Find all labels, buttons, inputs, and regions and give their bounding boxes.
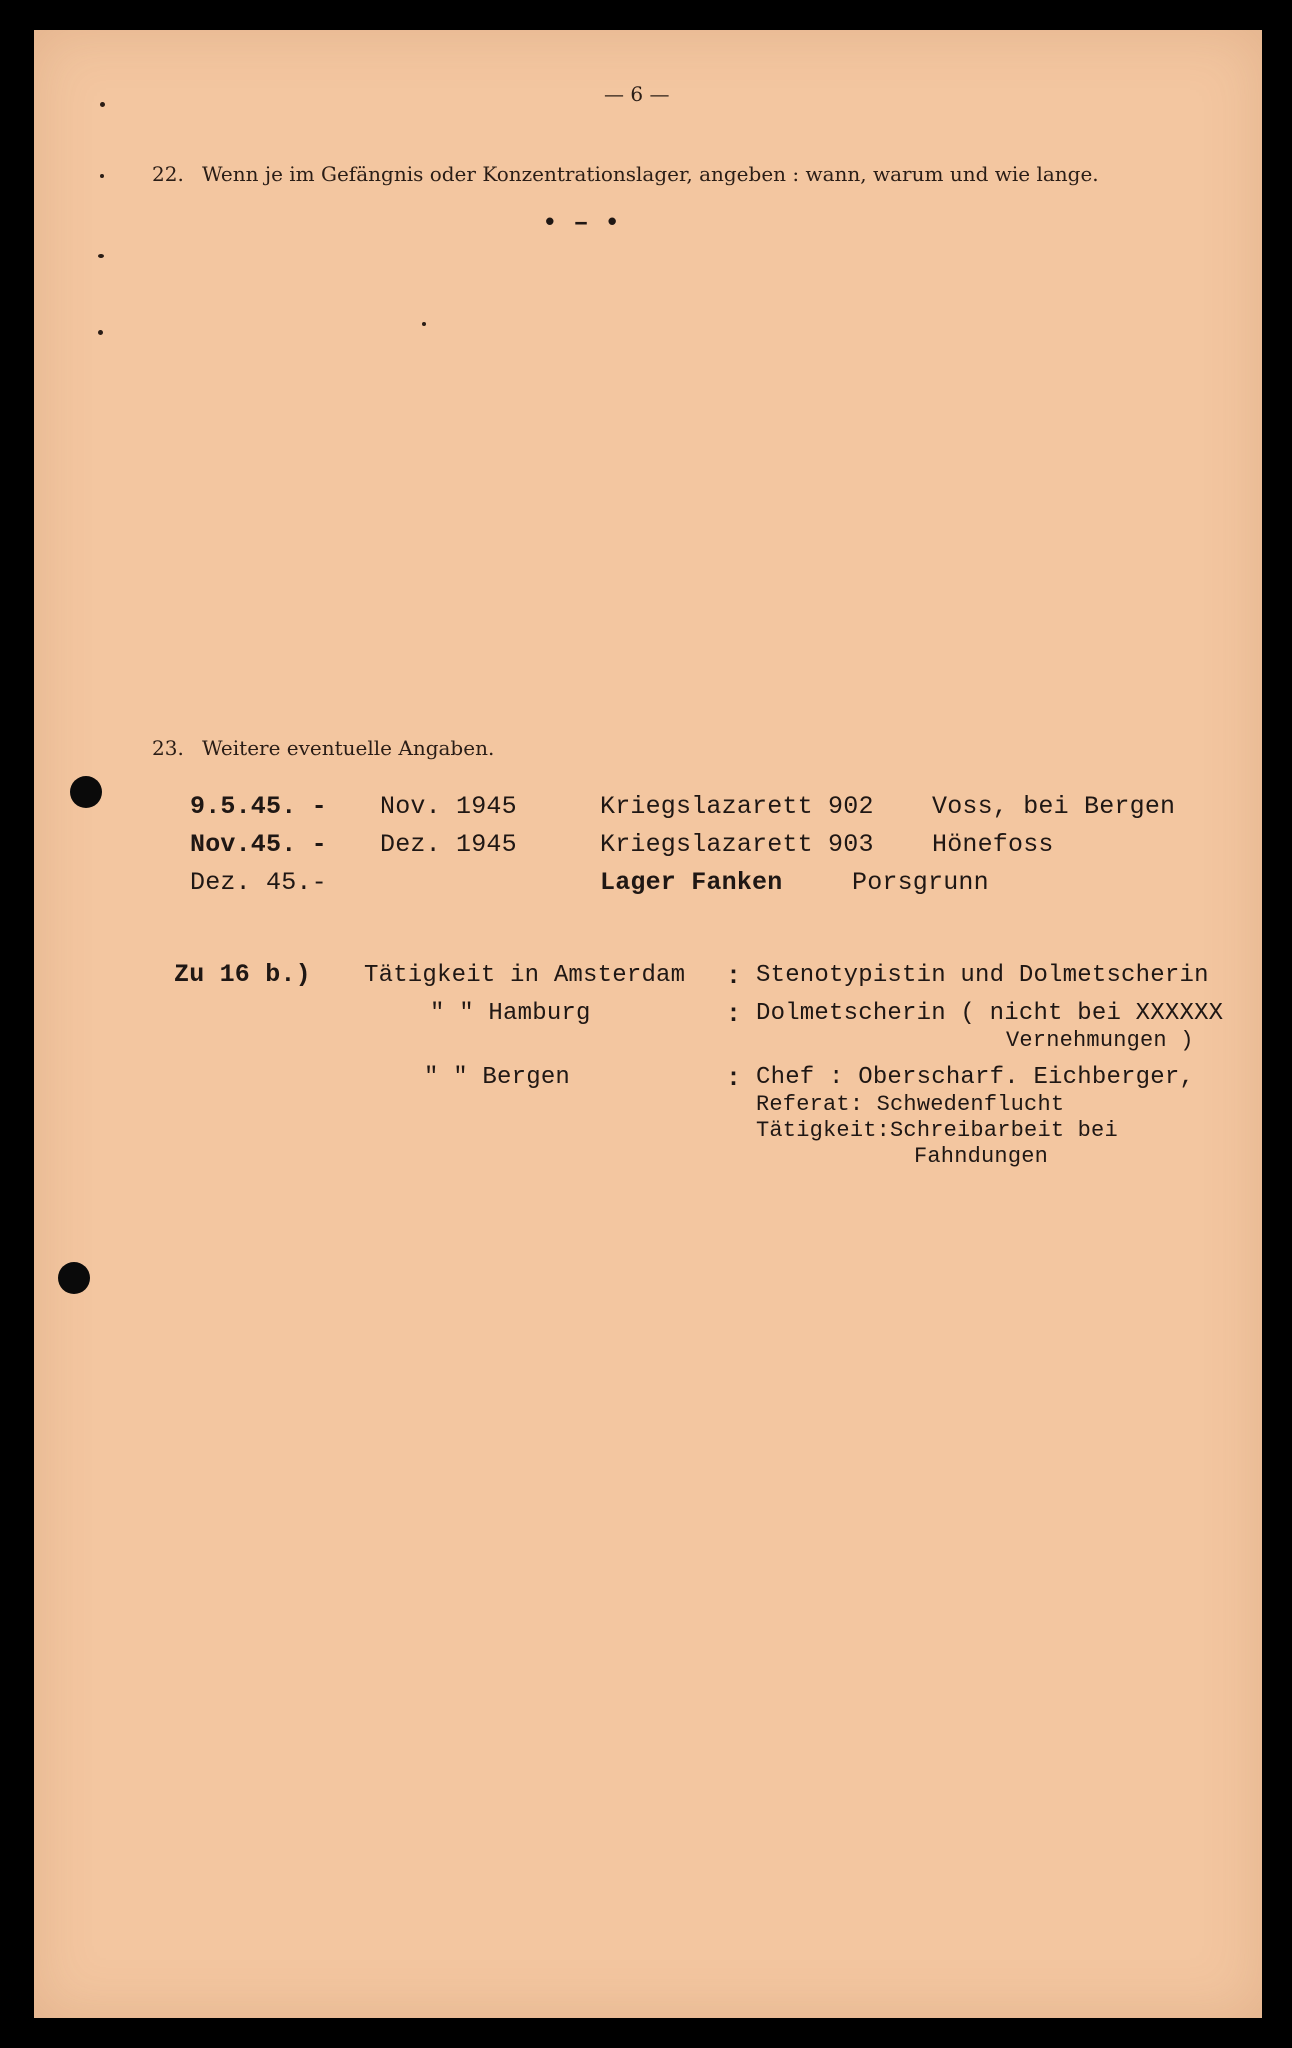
question-22-number: 22. <box>152 162 184 186</box>
entry-location: Hönefoss <box>932 830 1054 859</box>
note-reference: Zu 16 b.) <box>174 960 311 989</box>
note-separator: : <box>726 1000 742 1029</box>
punch-hole <box>70 776 102 808</box>
note-separator: : <box>726 1064 742 1093</box>
page-number: — 6 — <box>604 82 670 106</box>
note-separator: : <box>726 962 742 991</box>
note-value-line: Chef : Oberscharf. Eichberger, <box>756 1064 1195 1091</box>
entry-from: Dez. 45.- <box>190 868 327 897</box>
entry-from: Nov.45. - <box>190 830 327 859</box>
entry-from: 9.5.45. - <box>190 792 327 821</box>
note-value-line: Dolmetscherin ( nicht bei XXXXXX <box>756 1000 1224 1027</box>
entry-location: Porsgrunn <box>852 868 989 897</box>
note-value-line: Vernehmungen ) <box>1006 1028 1194 1053</box>
question-23-text: Weitere eventuelle Angaben. <box>202 736 495 760</box>
entry-to: Dez. 1945 <box>380 830 517 859</box>
entry-place: Lager Fanken <box>600 868 783 897</box>
note-label: Tätigkeit in Amsterdam <box>364 962 686 989</box>
margin-speck <box>98 254 104 258</box>
margin-speck <box>98 330 103 335</box>
punch-hole <box>58 1262 90 1294</box>
question-22-text: Wenn je im Gefängnis oder Konzentrationslager, angeben : wann, warum und wie lange. <box>202 162 1099 186</box>
note-label: " " Hamburg <box>430 1000 591 1027</box>
note-value-line: Stenotypistin und Dolmetscherin <box>756 962 1209 989</box>
entry-location: Voss, bei Bergen <box>932 792 1176 821</box>
entry-place: Kriegslazarett 902 <box>600 792 874 821</box>
note-value-line: Referat: Schwedenflucht <box>756 1092 1065 1117</box>
entry-place: Kriegslazarett 903 <box>600 830 874 859</box>
document-page <box>34 30 1262 2018</box>
note-value-line: Fahndungen <box>914 1144 1049 1169</box>
entry-to: Nov. 1945 <box>380 792 517 821</box>
question-22-answer: • – • <box>542 208 621 238</box>
margin-speck <box>100 102 105 107</box>
note-value-line: Tätigkeit:Schreibarbeit bei <box>756 1118 1118 1143</box>
margin-speck <box>100 174 104 178</box>
note-label: " " Bergen <box>424 1064 571 1091</box>
question-23-number: 23. <box>152 736 184 760</box>
margin-speck <box>422 322 426 326</box>
